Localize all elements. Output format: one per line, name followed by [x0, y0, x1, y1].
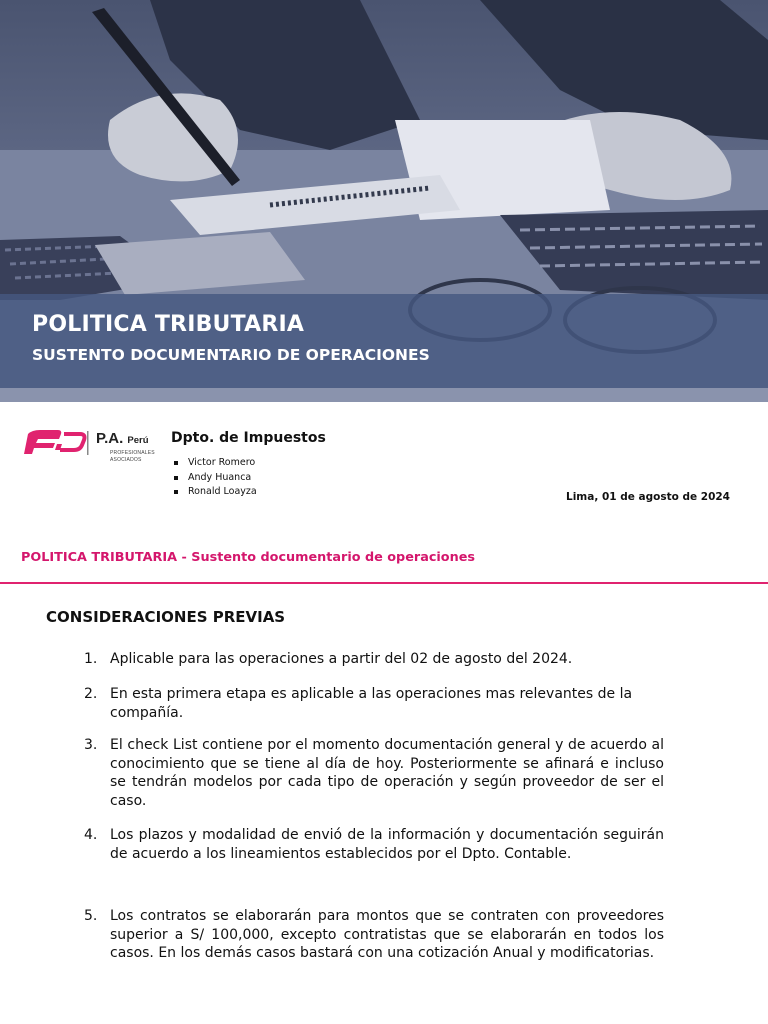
hero-title: POLITICA TRIBUTARIA: [32, 312, 305, 337]
list-item: [84, 685, 664, 722]
section-header: POLITICA TRIBUTARIA - Sustento documentario de operaciones: [21, 550, 476, 565]
hero-subtitle: SUSTENTO DOCUMENTARIO DE OPERACIONES: [32, 346, 430, 364]
logo-tagline-line-2: ASOCIADOS: [110, 457, 142, 463]
list-item-text: En esta primera etapa es aplicable a las operaciones mas relevantes de la compañía.: [110, 686, 633, 721]
document-date: Lima, 01 de agosto de 2024: [566, 491, 730, 503]
list-item-number: 5.: [84, 908, 98, 924]
bullet-icon: [174, 490, 178, 494]
logo-tagline: [110, 450, 155, 464]
logo-country-text: Perú: [127, 435, 149, 446]
hero-title-band: [0, 294, 768, 388]
list-item-number: 1.: [84, 651, 98, 667]
list-item: [84, 736, 664, 810]
list-item-text: Los plazos y modalidad de envió de la información y documentación seguirán de acuerdo a los lineamientos establecidos por el Dpto. Contable.: [110, 827, 664, 862]
team-member-name: Andy Huanca: [188, 471, 252, 483]
list-item-number: 4.: [84, 827, 98, 843]
list-item-text: Aplicable para las operaciones a partir del 02 de agosto del 2024.: [110, 651, 573, 667]
team-member-name: Victor Romero: [188, 457, 256, 468]
team-member-name: Ronald Loayza: [188, 486, 257, 497]
list-item: [84, 907, 664, 963]
list-item-text: El check List contiene por el momento documentación general y de acuerdo al conocimiento que se tiene al día de hoy. Posteriormente se afinará e incluso se tendrán modelos por cada tipo de operación y según proveedor de ser el caso.: [110, 737, 664, 809]
team-member: [174, 485, 257, 500]
section-divider: [0, 582, 768, 584]
logo-brand-text: P.A.: [96, 430, 124, 447]
team-member: [174, 456, 257, 471]
list-item: [84, 650, 664, 669]
list-item-number: 3.: [84, 737, 98, 753]
hero-banner: [0, 0, 768, 402]
pa-logo-icon: [24, 430, 90, 456]
bullet-icon: [174, 476, 178, 480]
considerations-title: CONSIDERACIONES PREVIAS: [46, 608, 286, 626]
company-logo: [24, 428, 164, 468]
list-item-text: Los contratos se elaborarán para montos que se contraten con proveedores superior a S/ 100,000, excepto contratistas que se elaborarán en todos los casos. En los demás casos bastará con una cotización Anual y modificatorias.: [110, 908, 664, 961]
list-item: [84, 826, 664, 863]
logo-tagline-line-1: PROFESIONALES: [110, 450, 155, 456]
list-item-number: 2.: [84, 686, 98, 702]
team-member: [174, 471, 257, 486]
department-title: Dpto. de Impuestos: [171, 430, 326, 446]
team-member-list: [174, 456, 257, 500]
logo-wordmark: [96, 430, 149, 447]
bullet-icon: [174, 461, 178, 465]
